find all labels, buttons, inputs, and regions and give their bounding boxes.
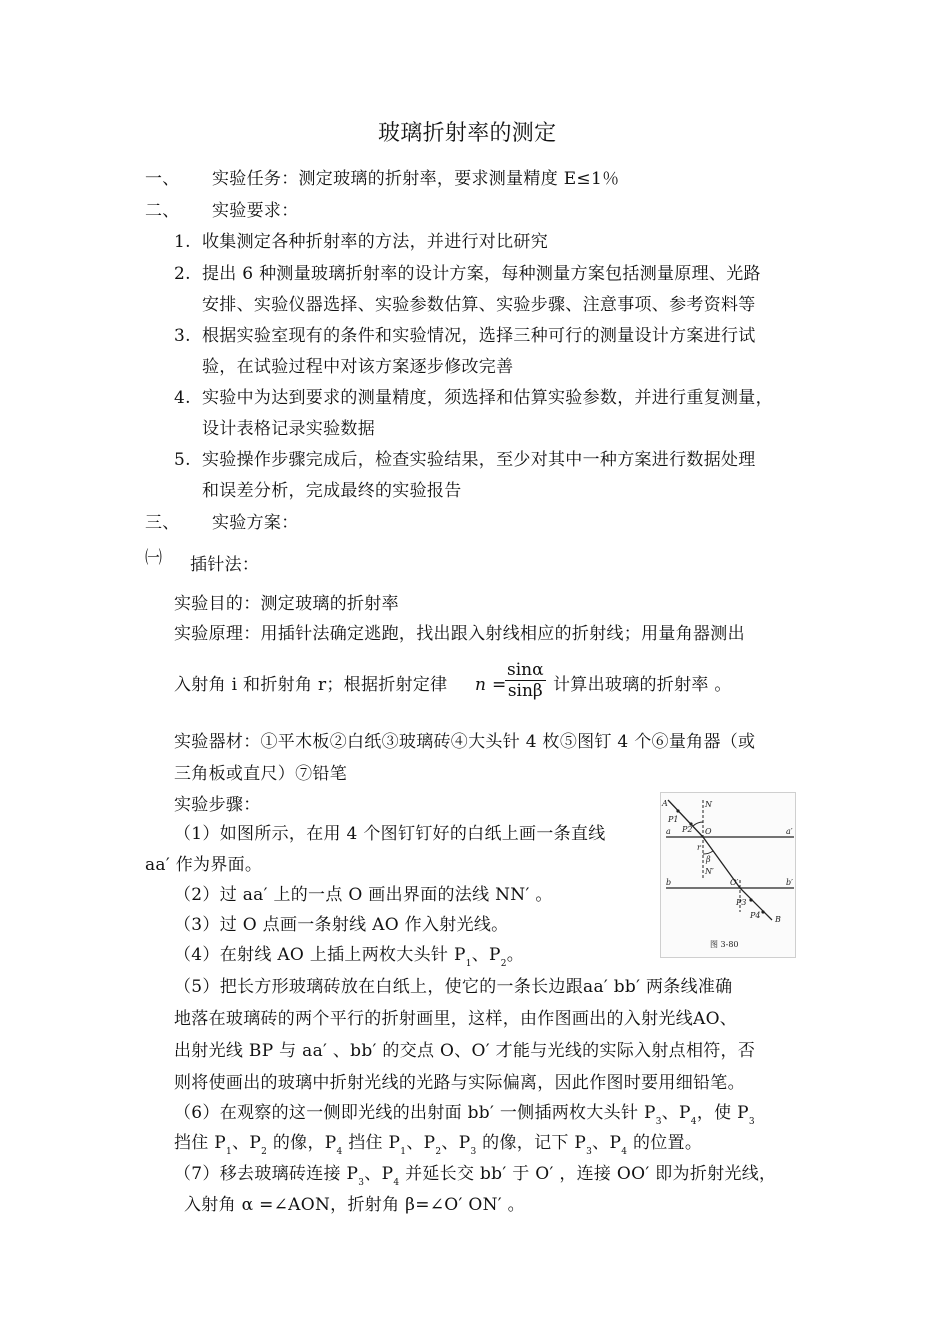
- list-item-continuation: 验，在试验过程中对该方案逐步修改完善: [202, 357, 514, 377]
- step-7-continuation: 入射角 α =∠AON，折射角 β=∠O′ ON′ 。: [184, 1195, 525, 1215]
- label-p2: P2: [682, 825, 693, 834]
- label-o: O: [705, 827, 712, 836]
- list-item: 提出 6 种测量玻璃折射率的设计方案，每种测量方案包括测量原理、光路: [202, 264, 761, 284]
- step-3: （3）过 O 点画一条射线 AO 作入射光线。: [174, 915, 509, 935]
- pin-p3: [749, 898, 752, 901]
- list-item-number: 3.: [174, 326, 191, 346]
- label-a: a: [666, 827, 671, 836]
- list-item-number: 4.: [174, 388, 191, 408]
- experiment-purpose: 实验目的：测定玻璃的折射率: [174, 594, 399, 614]
- section-3-text: 实验方案：: [212, 513, 299, 533]
- list-item: 实验中为达到要求的测量精度，须选择和估算实验参数，并进行重复测量，: [202, 388, 773, 408]
- formula-fraction: [505, 660, 546, 701]
- step-6-continuation: 挡住 $P_1$、$P_2$ 的像，$P_4$ 挡住 $P_1$、$P_2$、$P_3$ 的像，记下 $P_3$、$P_4$ 的位置。: [174, 1133, 703, 1157]
- section-1-text: 实验任务：测定玻璃的折射率，要求测量精度 E≤1％: [212, 169, 620, 189]
- step-1-continuation: aa′ 作为界面。: [145, 855, 263, 875]
- step-1: （1）如图所示，在用 4 个图钉钉好的白纸上画一条直线: [174, 824, 606, 844]
- pin-p1: [676, 809, 679, 812]
- list-item-number: 2.: [174, 264, 191, 284]
- list-item-number: 5.: [174, 450, 191, 470]
- formula-denominator: sinβ: [507, 681, 543, 701]
- list-item: 收集测定各种折射率的方法，并进行对比研究: [202, 232, 548, 252]
- list-item-continuation: 和误差分析，完成最终的实验报告: [202, 481, 462, 501]
- label-a-point: A: [662, 799, 668, 808]
- section-2-number: 二、: [145, 201, 180, 221]
- experiment-equipment-line2: 三角板或直尺）⑦铅笔: [174, 764, 347, 784]
- pin-p4: [761, 910, 764, 913]
- formula-n: n =: [475, 675, 507, 695]
- label-n: N: [705, 800, 712, 809]
- label-o-prime: O′: [730, 878, 739, 887]
- label-p3: P3: [736, 898, 747, 907]
- list-item: 实验操作步骤完成后，检查实验结果，至少对其中一种方案进行数据处理: [202, 450, 756, 470]
- step-4: （4）在射线 AO 上插上两枚大头针 $P_1$、$P_2$。: [174, 945, 525, 969]
- steps-title: 实验步骤：: [174, 795, 261, 815]
- formula-numerator: sinα: [507, 660, 544, 680]
- step-6: （6）在观察的这一侧即光线的出射面 bb′ 一侧插两枚大头针 $P_3$、$P_4$，使 $P_3$: [174, 1103, 755, 1127]
- section-1-number: 一、: [145, 169, 180, 189]
- section-2-text: 实验要求：: [212, 201, 299, 221]
- section-3-number: 三、: [145, 513, 180, 533]
- step-2: （2）过 aa′ 上的一点 O 画出界面的法线 NN′ 。: [174, 885, 553, 905]
- step-5-continuation: 则将使画出的玻璃中折射光线的光路与实际偏离，因此作图时要用细铅笔。: [174, 1073, 745, 1093]
- method-1-number: ㈠: [145, 548, 163, 568]
- method-1-title: 插针法：: [190, 555, 260, 575]
- label-b-point: B: [775, 915, 781, 924]
- label-a-prime: a′: [786, 827, 793, 836]
- step-5: （5）把长方形玻璃砖放在白纸上，使它的一条长边跟aa′ bb′ 两条线准确: [174, 977, 733, 997]
- list-item-number: 1.: [174, 232, 191, 252]
- experiment-principle-tail: 计算出玻璃的折射率 。: [553, 675, 732, 695]
- list-item-continuation: 安排、实验仪器选择、实验参数估算、实验步骤、注意事项、参考资料等: [202, 295, 756, 315]
- page-title: 玻璃折射率的测定: [378, 121, 557, 146]
- step-5-continuation: 出射光线 BP 与 aa′ 、bb′ 的交点 O、O′ 才能与光线的实际入射点相符，否: [174, 1041, 756, 1061]
- experiment-principle-line1: 实验原理：用插针法确定逃跑，找出跟入射线相应的折射线；用量角器测出: [174, 624, 745, 644]
- label-p1: P1: [668, 815, 679, 824]
- label-b: b: [666, 878, 672, 887]
- step-7: （7）移去玻璃砖连接 $P_3$、$P_4$ 并延长交 bb′ 于 O′ ，连接 OO′ 即为折射光线，: [174, 1164, 777, 1188]
- label-beta: β: [706, 855, 711, 864]
- experiment-principle-line2: 入射角 i 和折射角 r；根据折射定律: [174, 675, 448, 695]
- refraction-diagram: [660, 792, 796, 958]
- label-r: r: [697, 843, 701, 852]
- list-item: 根据实验室现有的条件和实验情况，选择三种可行的测量设计方案进行试: [202, 326, 756, 346]
- label-b-prime: b′: [786, 878, 793, 887]
- experiment-equipment-line1: 实验器材：①平木板②白纸③玻璃砖④大头针 4 枚⑤图钉 4 个⑥量角器（或: [174, 732, 756, 752]
- list-item-continuation: 设计表格记录实验数据: [202, 419, 375, 439]
- step-5-continuation: 地落在玻璃砖的两个平行的折射画里，这样，由作图画出的入射光线AO、: [174, 1009, 738, 1029]
- figure-caption: 图 3-80: [710, 940, 739, 949]
- label-n-prime: N′: [705, 867, 714, 876]
- label-p4: P4: [750, 911, 761, 920]
